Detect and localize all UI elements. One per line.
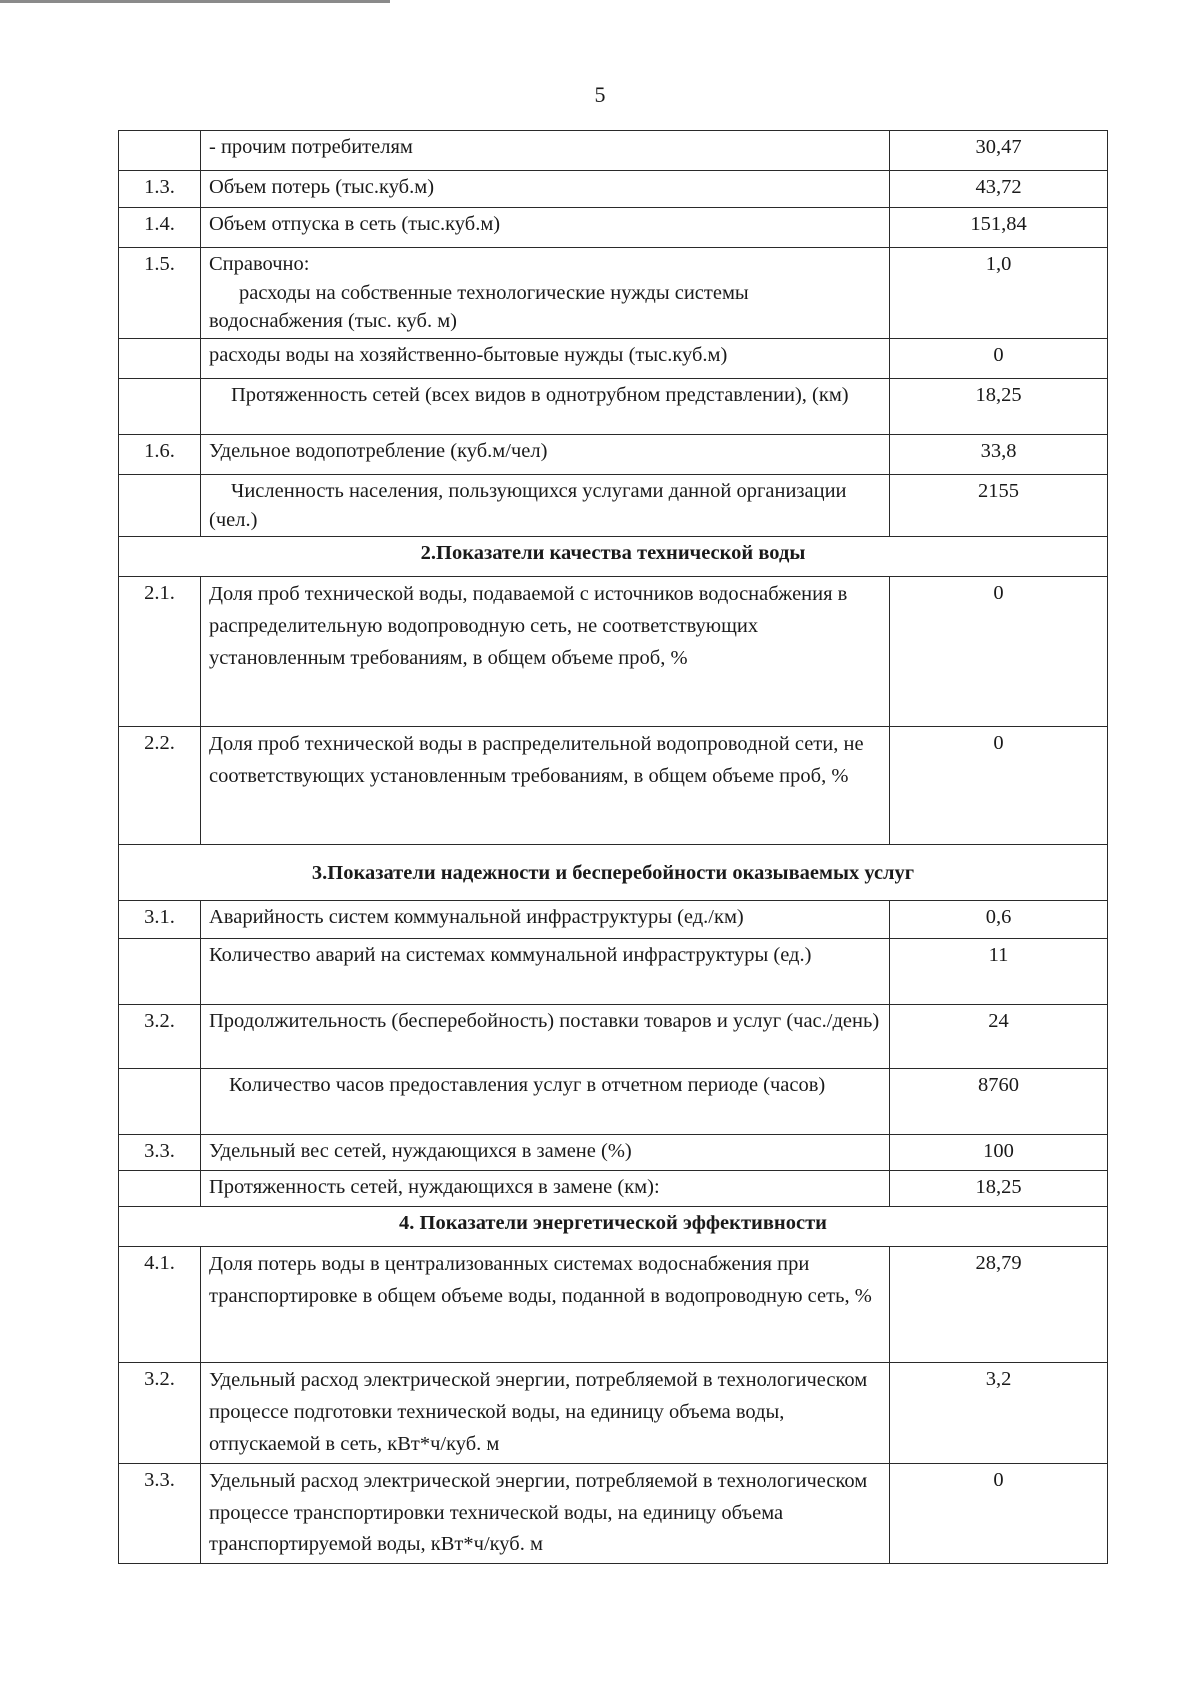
table-row <box>119 435 1108 475</box>
row-value: 8760 <box>890 1069 1108 1135</box>
reference-label: Справочно: <box>209 253 310 275</box>
page-number: 5 <box>594 82 606 107</box>
row-name: Удельный расход электрической энергии, потребляемой в технологическом процессе подготовки технической воды, на единицу объема воды, отпускаемой в сеть, кВт*ч/куб. м <box>201 1363 890 1463</box>
row-value: 30,47 <box>890 131 1108 171</box>
section-row <box>119 537 1108 577</box>
row-value: 100 <box>890 1135 1108 1171</box>
table-row <box>119 379 1108 435</box>
table-row <box>119 171 1108 208</box>
row-number <box>119 379 201 435</box>
row-name: Продолжительность (бесперебойность) поставки товаров и услуг (час./день) <box>201 1005 890 1069</box>
row-value: 0 <box>890 1463 1108 1563</box>
row-name: - прочим потребителям <box>201 131 890 171</box>
row-value: 18,25 <box>890 379 1108 435</box>
row-value: 28,79 <box>890 1247 1108 1363</box>
table-row <box>119 131 1108 171</box>
scan-edge-line <box>0 0 390 3</box>
indicators-table <box>118 130 1108 1564</box>
row-value: 43,72 <box>890 171 1108 208</box>
row-name: Количество часов предоставления услуг в отчетном периоде (часов) <box>201 1069 890 1135</box>
row-number: 2.2. <box>119 727 201 845</box>
section-heading: 3.Показатели надежности и бесперебойности оказываемых услуг <box>119 845 1108 901</box>
table-row <box>119 1069 1108 1135</box>
row-value: 24 <box>890 1005 1108 1069</box>
row-value: 0 <box>890 727 1108 845</box>
row-value: 151,84 <box>890 208 1108 248</box>
row-name: Протяженность сетей (всех видов в однотрубном представлении), (км) <box>201 379 890 435</box>
table-row <box>119 939 1108 1005</box>
row-number: 3.2. <box>119 1363 201 1463</box>
row-name: Численность населения, пользующихся услугами данной организации (чел.) <box>201 475 890 537</box>
section-heading: 2.Показатели качества технической воды <box>119 537 1108 577</box>
row-value: 1,0 <box>890 248 1108 339</box>
table-row <box>119 1005 1108 1069</box>
row-number: 4.1. <box>119 1247 201 1363</box>
row-value: 3,2 <box>890 1363 1108 1463</box>
row-value: 0 <box>890 339 1108 379</box>
row-number <box>119 475 201 537</box>
row-name: Доля проб технической воды, подаваемой с источников водоснабжения в распределительную водопроводную сеть, не соответствующих установленным требованиям, в общем объеме проб, % <box>201 577 890 727</box>
row-value: 18,25 <box>890 1171 1108 1207</box>
row-number <box>119 1069 201 1135</box>
row-value: 0 <box>890 577 1108 727</box>
section-row <box>119 845 1108 901</box>
table-row <box>119 248 1108 339</box>
reference-text: расходы на собственные технологические нужды системы водоснабжения (тыс. куб. м) <box>209 281 749 333</box>
table-row <box>119 1247 1108 1363</box>
table-row <box>119 727 1108 845</box>
row-value: 33,8 <box>890 435 1108 475</box>
row-number: 1.3. <box>119 171 201 208</box>
row-number: 1.6. <box>119 435 201 475</box>
table-row <box>119 1363 1108 1463</box>
row-number: 2.1. <box>119 577 201 727</box>
row-name: Аварийность систем коммунальной инфраструктуры (ед./км) <box>201 901 890 939</box>
row-number: 3.3. <box>119 1135 201 1171</box>
row-name: Объем потерь (тыс.куб.м) <box>201 171 890 208</box>
row-name <box>201 248 890 339</box>
row-number: 1.4. <box>119 208 201 248</box>
row-name: расходы воды на хозяйственно-бытовые нужды (тыс.куб.м) <box>201 339 890 379</box>
row-number <box>119 1171 201 1207</box>
row-name: Доля проб технической воды в распределительной водопроводной сети, не соответствующих установленным требованиям, в общем объеме проб, % <box>201 727 890 845</box>
row-number <box>119 339 201 379</box>
row-value: 11 <box>890 939 1108 1005</box>
row-name: Объем отпуска в сеть (тыс.куб.м) <box>201 208 890 248</box>
row-number <box>119 939 201 1005</box>
row-name: Доля потерь воды в централизованных системах водоснабжения при транспортировке в общем объеме воды, поданной в водопроводную сеть, % <box>201 1247 890 1363</box>
row-value: 0,6 <box>890 901 1108 939</box>
row-name: Протяженность сетей, нуждающихся в замене (км): <box>201 1171 890 1207</box>
table-row <box>119 339 1108 379</box>
row-number: 3.1. <box>119 901 201 939</box>
table-row <box>119 1171 1108 1207</box>
row-name: Количество аварий на системах коммунальной инфраструктуры (ед.) <box>201 939 890 1005</box>
table-row <box>119 208 1108 248</box>
section-row <box>119 1207 1108 1247</box>
row-number <box>119 131 201 171</box>
table-row <box>119 901 1108 939</box>
row-number: 3.3. <box>119 1463 201 1563</box>
table-row <box>119 475 1108 537</box>
row-value: 2155 <box>890 475 1108 537</box>
row-number: 1.5. <box>119 248 201 339</box>
row-name: Удельное водопотребление (куб.м/чел) <box>201 435 890 475</box>
row-name: Удельный вес сетей, нуждающихся в замене (%) <box>201 1135 890 1171</box>
table-row <box>119 1463 1108 1563</box>
table-row <box>119 577 1108 727</box>
table-row <box>119 1135 1108 1171</box>
row-number: 3.2. <box>119 1005 201 1069</box>
section-heading: 4. Показатели энергетической эффективности <box>119 1207 1108 1247</box>
row-name: Удельный расход электрической энергии, потребляемой в технологическом процессе транспортировки технической воды, на единицу объема транспортируемой воды, кВт*ч/куб. м <box>201 1463 890 1563</box>
